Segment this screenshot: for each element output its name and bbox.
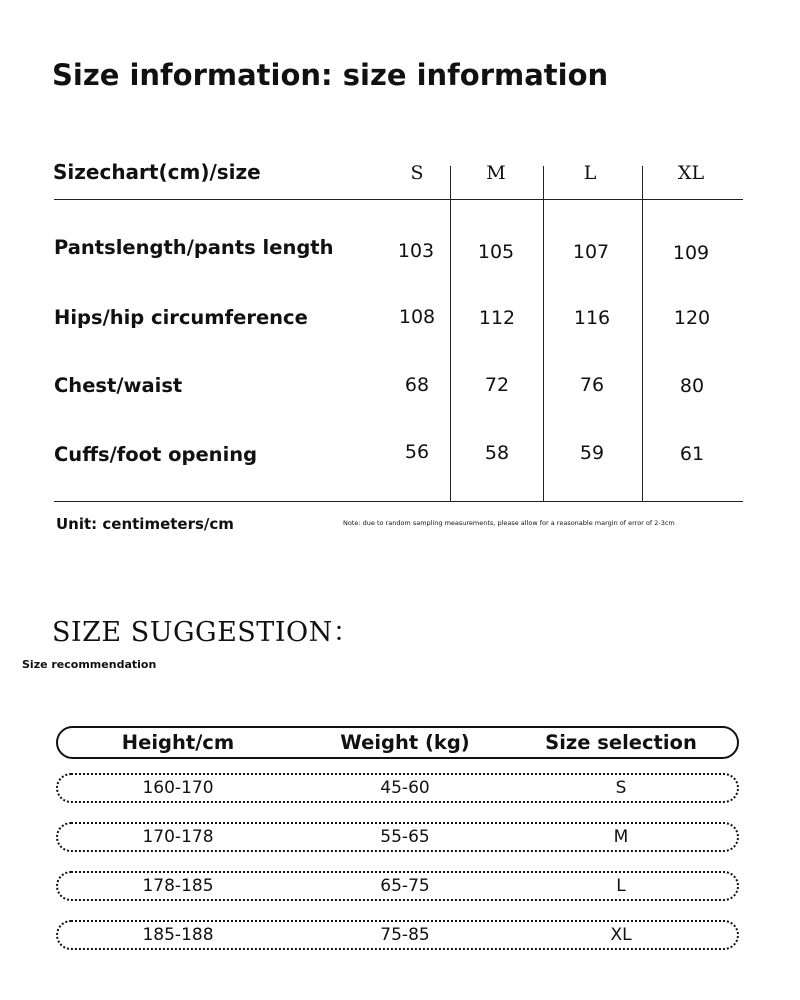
weight-value: 75-85 <box>380 925 430 945</box>
table-cell: 61 <box>679 443 705 465</box>
table-cell: 59 <box>579 442 605 464</box>
suggestion-header-row <box>56 726 739 759</box>
size-header-s: S <box>410 162 424 184</box>
table-cell: 107 <box>572 241 610 263</box>
column-divider <box>543 166 544 502</box>
row-label-hip-circumference: Hips/hip circumference <box>54 306 308 329</box>
weight-value: 45-60 <box>380 778 430 798</box>
table-cell: 76 <box>579 374 605 396</box>
table-cell: 120 <box>673 307 711 329</box>
suggestion-row <box>56 920 739 950</box>
size-value: XL <box>610 925 632 945</box>
size-header-m: M <box>486 162 506 184</box>
table-cell: 103 <box>397 240 435 262</box>
size-suggestion-title: SIZE SUGGESTION： <box>52 617 361 648</box>
row-label-foot-opening: Cuffs/foot opening <box>54 443 258 466</box>
row-label-pants-length: Pantslength/pants length <box>54 236 334 259</box>
size-value: S <box>615 778 627 798</box>
header-size-selection: Size selection <box>545 731 697 754</box>
size-value: M <box>613 827 629 847</box>
table-cell: 72 <box>484 374 510 396</box>
table-cell: 80 <box>679 375 705 397</box>
table-cell: 112 <box>478 307 516 329</box>
suggestion-row <box>56 871 739 901</box>
height-value: 160-170 <box>142 778 214 798</box>
table-cell: 108 <box>398 306 436 328</box>
size-value: L <box>616 876 626 896</box>
weight-value: 55-65 <box>380 827 430 847</box>
height-value: 185-188 <box>142 925 214 945</box>
measurement-note: Note: due to random sampling measurements, please allow for a reasonable margin of error of 2-3cm <box>343 519 675 527</box>
column-divider <box>642 166 643 502</box>
size-header-l: L <box>583 162 597 184</box>
table-cell: 105 <box>477 241 515 263</box>
row-label-chest-waist: Chest/waist <box>54 374 183 397</box>
unit-note: Unit: centimeters/cm <box>56 515 234 533</box>
height-value: 178-185 <box>142 876 214 896</box>
size-chart-label: Sizechart(cm)/size <box>53 160 261 184</box>
page-title: Size information: size information <box>52 58 609 92</box>
suggestion-row <box>56 773 739 803</box>
table-top-divider <box>54 199 743 200</box>
size-suggestion-subtitle: Size recommendation <box>22 658 157 671</box>
header-weight: Weight (kg) <box>340 731 470 754</box>
header-height: Height/cm <box>121 731 235 754</box>
height-value: 170-178 <box>142 827 214 847</box>
table-cell: 56 <box>404 441 430 463</box>
table-cell: 68 <box>404 374 430 396</box>
table-bottom-divider <box>54 501 743 502</box>
table-cell: 109 <box>672 242 710 264</box>
suggestion-row <box>56 822 739 852</box>
table-cell: 58 <box>484 442 510 464</box>
table-cell: 116 <box>573 307 611 329</box>
weight-value: 65-75 <box>380 876 430 896</box>
size-header-xl: XL <box>677 162 705 184</box>
